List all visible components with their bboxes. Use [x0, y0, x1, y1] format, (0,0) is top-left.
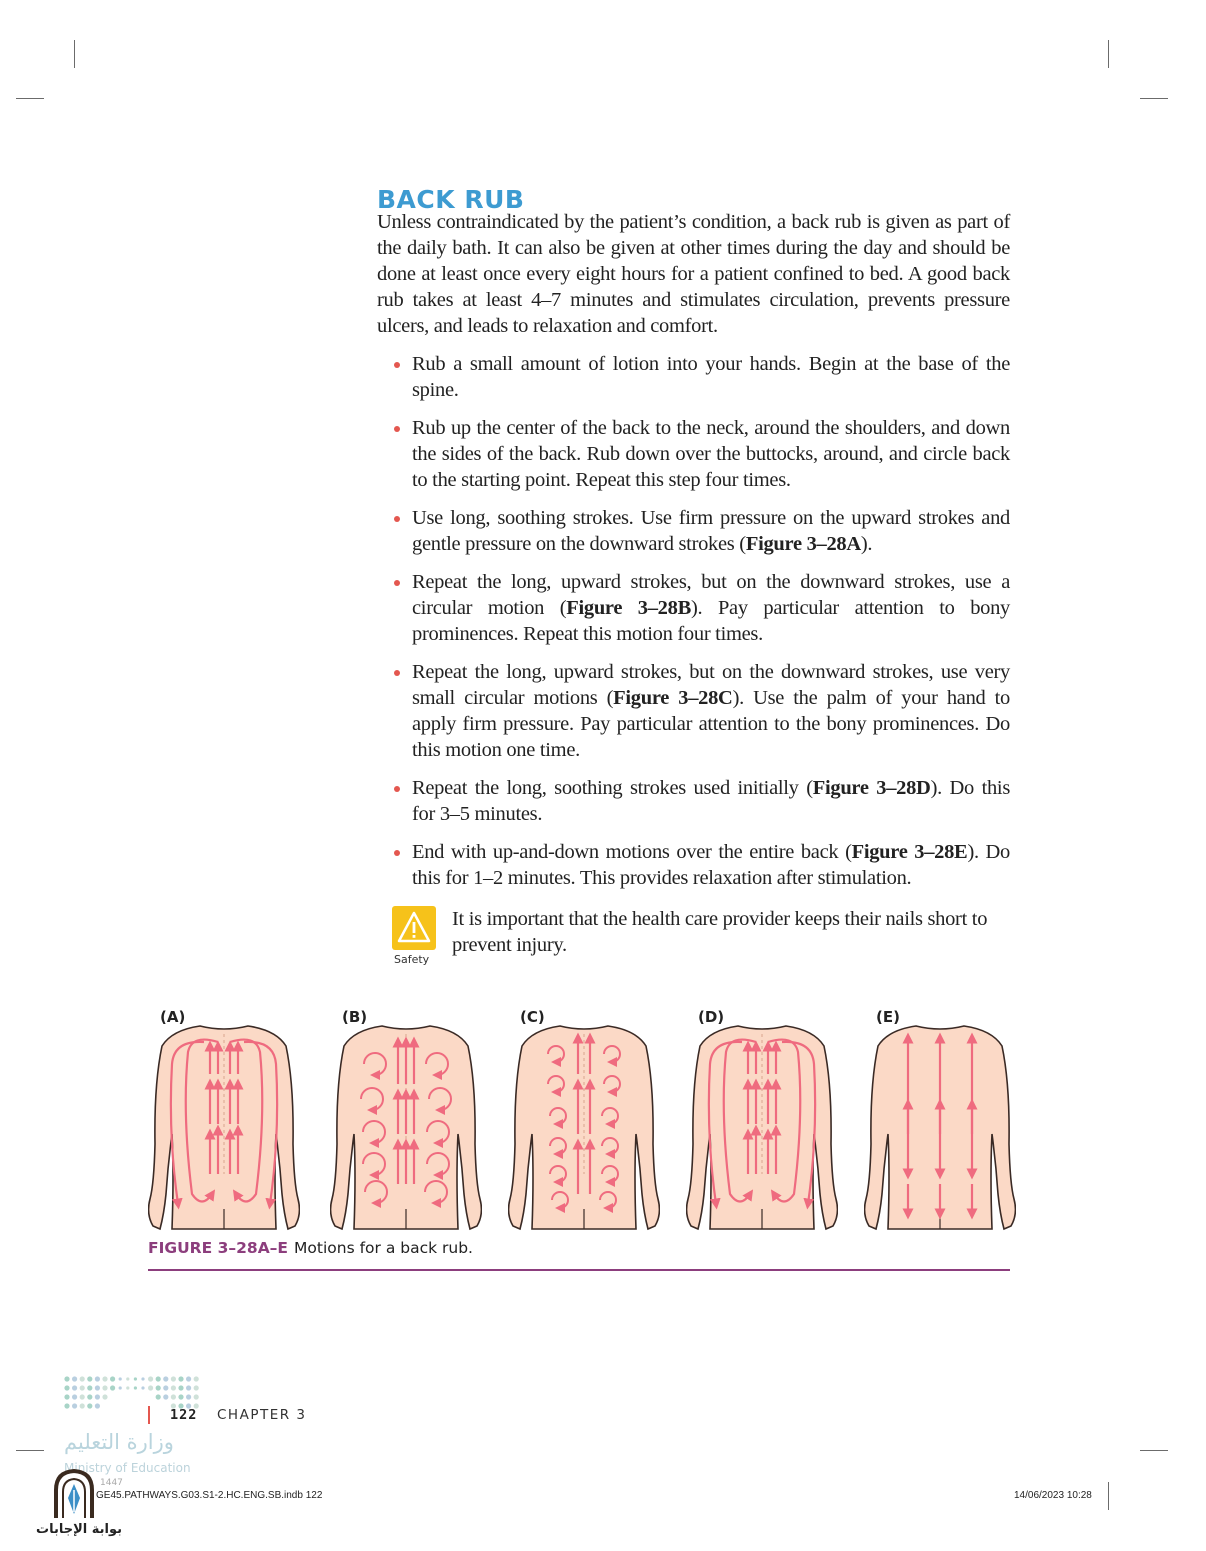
- file-slug: GE45.PATHWAYS.G03.S1-2.HC.ENG.SB.indb 122: [96, 1490, 323, 1501]
- figure-panel-label: (A): [160, 1008, 186, 1026]
- procedure-step: Repeat the long, upward strokes, but on the downward strokes, use very small circular motions (Figure 3–28C). Use the palm of your hand to apply firm pressure. Pay particular attention to the bony prominences. Do this motion one time.: [377, 659, 1010, 763]
- procedure-step: Rub up the center of the back to the neck, around the shoulders, and down the sides of the back. Rub down over the buttocks, around, and circle back to the starting point. Repeat this step four times.: [377, 415, 1010, 493]
- figure-panel: [686, 1006, 838, 1234]
- procedure-step: Repeat the long, upward strokes, but on the downward strokes, use a circular motion (Figure 3–28B). Pay particular attention to bony prominences. Repeat this motion four times.: [377, 569, 1010, 647]
- procedure-steps: [377, 351, 1010, 903]
- procedure-step: Repeat the long, soothing strokes used initially (Figure 3–28D). Do this for 3–5 minutes.: [377, 775, 1010, 827]
- figure-panel-label: (C): [520, 1008, 545, 1026]
- crop-mark: [1140, 98, 1168, 99]
- ministry-year: 1447: [100, 1478, 123, 1488]
- figure-panel-label: (E): [876, 1008, 900, 1026]
- figure-caption-label: FIGURE 3–28A–E: [148, 1239, 289, 1257]
- figure-panel-label: (B): [342, 1008, 368, 1026]
- crop-mark: [74, 40, 75, 68]
- crop-mark: [1140, 1450, 1168, 1451]
- back-illustration: [148, 1024, 300, 1234]
- figure-panel: [330, 1006, 482, 1234]
- figure-panel: [864, 1006, 1016, 1234]
- procedure-step: Rub a small amount of lotion into your hands. Begin at the base of the spine.: [377, 351, 1010, 403]
- chapter-label: CHAPTER 3: [217, 1407, 307, 1423]
- back-illustration: [508, 1024, 660, 1234]
- figure-caption: [148, 1239, 473, 1257]
- figure-reference: Figure 3–28B: [566, 597, 691, 619]
- warning-triangle-icon: [392, 906, 436, 950]
- site-logo-icon: [50, 1468, 98, 1520]
- crop-mark: [1108, 1482, 1109, 1510]
- back-illustration: [864, 1024, 1016, 1234]
- section-heading: BACK RUB: [377, 184, 525, 214]
- safety-note: [392, 906, 1012, 972]
- ministry-name-english: Ministry of Education: [64, 1461, 191, 1475]
- back-illustration: [330, 1024, 482, 1234]
- ministry-name-arabic: وزارة التعليم: [64, 1430, 174, 1454]
- crop-mark: [16, 98, 44, 99]
- figure-reference: Figure 3–28C: [613, 687, 733, 709]
- caption-rule: [148, 1269, 1010, 1271]
- figure-caption-text: Motions for a back rub.: [294, 1239, 473, 1257]
- figure-reference: Figure 3–28E: [851, 841, 968, 863]
- procedure-step: Use long, soothing strokes. Use firm pressure on the upward strokes and gentle pressure on the downward strokes (Figure 3–28A).: [377, 505, 1010, 557]
- footer-accent-bar: [148, 1406, 150, 1424]
- site-name: بوابة الإجابات: [36, 1522, 122, 1537]
- figure-panel: [148, 1006, 300, 1234]
- safety-label: Safety: [394, 953, 430, 966]
- print-date: 14/06/2023 10:28: [1014, 1490, 1092, 1501]
- figure-panel-label: (D): [698, 1008, 725, 1026]
- back-illustration: [686, 1024, 838, 1234]
- figure-reference: Figure 3–28D: [812, 777, 931, 799]
- back-rub-figure: [148, 1006, 1010, 1236]
- crop-mark: [1108, 40, 1109, 68]
- procedure-step: End with up-and-down motions over the entire back (Figure 3–28E). Do this for 1–2 minutes. This provides relaxation after stimulation.: [377, 839, 1010, 891]
- crop-mark: [16, 1450, 44, 1451]
- page-number: 122: [170, 1407, 198, 1423]
- intro-paragraph: Unless contraindicated by the patient’s condition, a back rub is given as part of the daily bath. It can also be given at other times during the day and should be done at least once every eight hours for a patient confined to bed. A good back rub takes at least 4–7 minutes and stimulates circulation, prevents pressure ulcers, and leads to relaxation and comfort.: [377, 211, 1010, 337]
- figure-reference: Figure 3–28A: [745, 533, 861, 555]
- safety-text: It is important that the health care provider keeps their nails short to prevent injury.: [452, 908, 988, 956]
- figure-panel: [508, 1006, 660, 1234]
